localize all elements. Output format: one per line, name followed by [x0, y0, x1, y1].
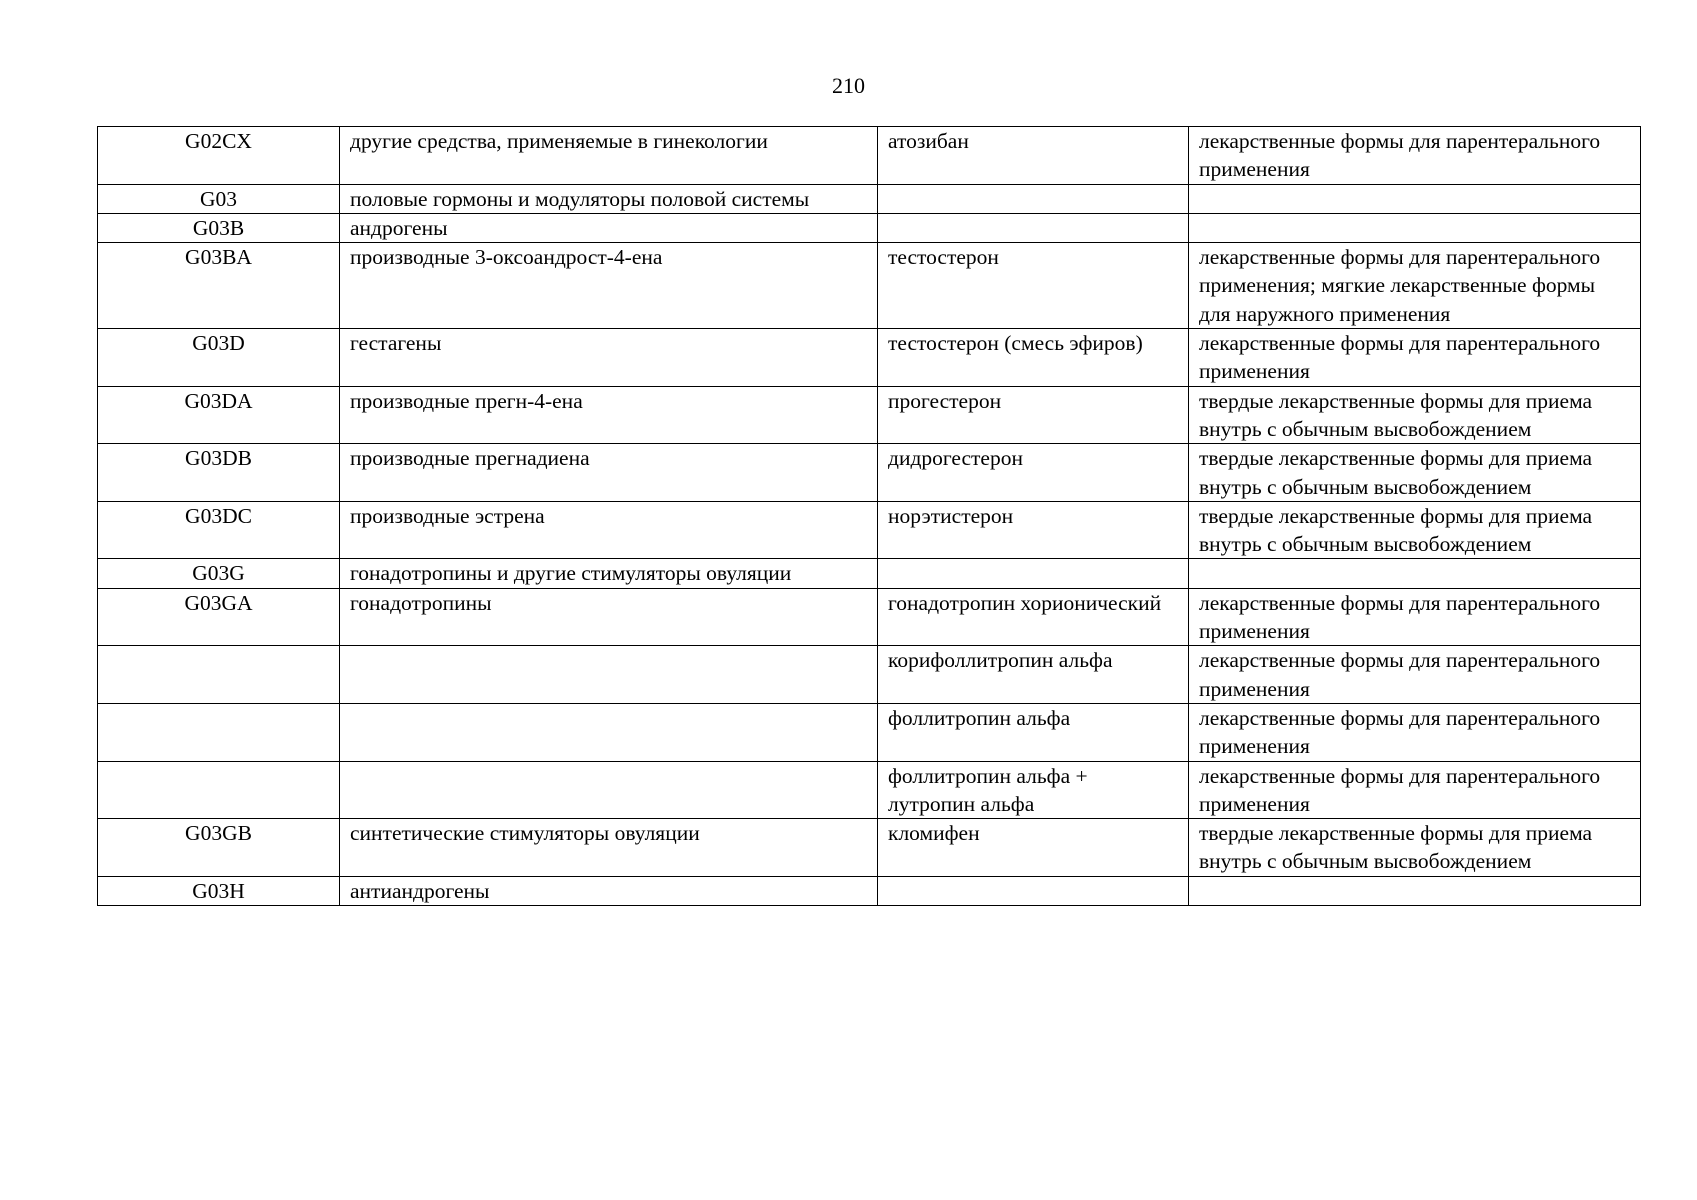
dosage-form-cell: лекарственные формы для парентерального применения [1189, 588, 1641, 646]
drug-name-cell: фоллитропин альфа [878, 703, 1189, 761]
table-row [98, 559, 1641, 588]
drug-name-cell [878, 559, 1189, 588]
dosage-form-cell [1189, 184, 1641, 213]
group-name-cell: синтетические стимуляторы овуляции [340, 819, 878, 877]
group-name-cell: андрогены [340, 213, 878, 242]
table-row [98, 501, 1641, 559]
group-name-cell: гонадотропины и другие стимуляторы овуляции [340, 559, 878, 588]
group-name-cell: гестагены [340, 329, 878, 387]
dosage-form-cell: твердые лекарственные формы для приема внутрь с обычным высвобождением [1189, 501, 1641, 559]
atc-code-cell: G03GB [98, 819, 340, 877]
table-row [98, 213, 1641, 242]
dosage-form-cell: твердые лекарственные формы для приема внутрь с обычным высвобождением [1189, 444, 1641, 502]
drug-name-cell: дидрогестерон [878, 444, 1189, 502]
group-name-cell: антиандрогены [340, 876, 878, 905]
dosage-form-cell: твердые лекарственные формы для приема внутрь с обычным высвобождением [1189, 386, 1641, 444]
atc-code-cell: G03DC [98, 501, 340, 559]
atc-code-cell [98, 761, 340, 819]
group-name-cell: гонадотропины [340, 588, 878, 646]
drug-table [97, 126, 1641, 906]
dosage-form-cell: твердые лекарственные формы для приема внутрь с обычным высвобождением [1189, 819, 1641, 877]
page-number: 210 [832, 73, 865, 98]
drug-name-cell [878, 184, 1189, 213]
atc-code-cell: G03H [98, 876, 340, 905]
drug-name-cell [878, 213, 1189, 242]
dosage-form-cell [1189, 876, 1641, 905]
dosage-form-cell: лекарственные формы для парентерального применения [1189, 329, 1641, 387]
drug-name-cell: корифоллитропин альфа [878, 646, 1189, 704]
atc-code-cell: G03 [98, 184, 340, 213]
table-row [98, 386, 1641, 444]
group-name-cell [340, 761, 878, 819]
table-row [98, 444, 1641, 502]
atc-code-cell: G03BA [98, 243, 340, 329]
drug-name-cell: кломифен [878, 819, 1189, 877]
table-row [98, 646, 1641, 704]
table-row [98, 876, 1641, 905]
table-row [98, 588, 1641, 646]
atc-code-cell: G03DB [98, 444, 340, 502]
drug-name-cell: фоллитропин альфа + лутропин альфа [878, 761, 1189, 819]
group-name-cell: производные эстрена [340, 501, 878, 559]
dosage-form-cell: лекарственные формы для парентерального применения [1189, 646, 1641, 704]
table-row [98, 703, 1641, 761]
drug-name-cell: тестостерон (смесь эфиров) [878, 329, 1189, 387]
atc-code-cell: G03G [98, 559, 340, 588]
dosage-form-cell: лекарственные формы для парентерального применения [1189, 761, 1641, 819]
dosage-form-cell: лекарственные формы для парентерального применения; мягкие лекарственные формы для наружного применения [1189, 243, 1641, 329]
dosage-form-cell: лекарственные формы для парентерального применения [1189, 127, 1641, 185]
atc-code-cell: G03D [98, 329, 340, 387]
dosage-form-cell [1189, 213, 1641, 242]
group-name-cell: производные прегнадиена [340, 444, 878, 502]
drug-name-cell [878, 876, 1189, 905]
group-name-cell: производные 3-оксоандрост-4-ена [340, 243, 878, 329]
group-name-cell: производные прегн-4-ена [340, 386, 878, 444]
atc-code-cell: G02CX [98, 127, 340, 185]
group-name-cell [340, 646, 878, 704]
drug-name-cell: норэтистерон [878, 501, 1189, 559]
atc-code-cell: G03B [98, 213, 340, 242]
atc-code-cell: G03GA [98, 588, 340, 646]
table-row [98, 329, 1641, 387]
drug-name-cell: тестостерон [878, 243, 1189, 329]
group-name-cell: половые гормоны и модуляторы половой системы [340, 184, 878, 213]
dosage-form-cell [1189, 559, 1641, 588]
drug-name-cell: прогестерон [878, 386, 1189, 444]
table-row [98, 819, 1641, 877]
table-row [98, 184, 1641, 213]
table-row [98, 243, 1641, 329]
atc-code-cell [98, 703, 340, 761]
atc-code-cell: G03DA [98, 386, 340, 444]
dosage-form-cell: лекарственные формы для парентерального применения [1189, 703, 1641, 761]
drug-name-cell: атозибан [878, 127, 1189, 185]
drug-name-cell: гонадотропин хорионический [878, 588, 1189, 646]
atc-code-cell [98, 646, 340, 704]
table-row [98, 127, 1641, 185]
group-name-cell: другие средства, применяемые в гинекологии [340, 127, 878, 185]
group-name-cell [340, 703, 878, 761]
table-row [98, 761, 1641, 819]
